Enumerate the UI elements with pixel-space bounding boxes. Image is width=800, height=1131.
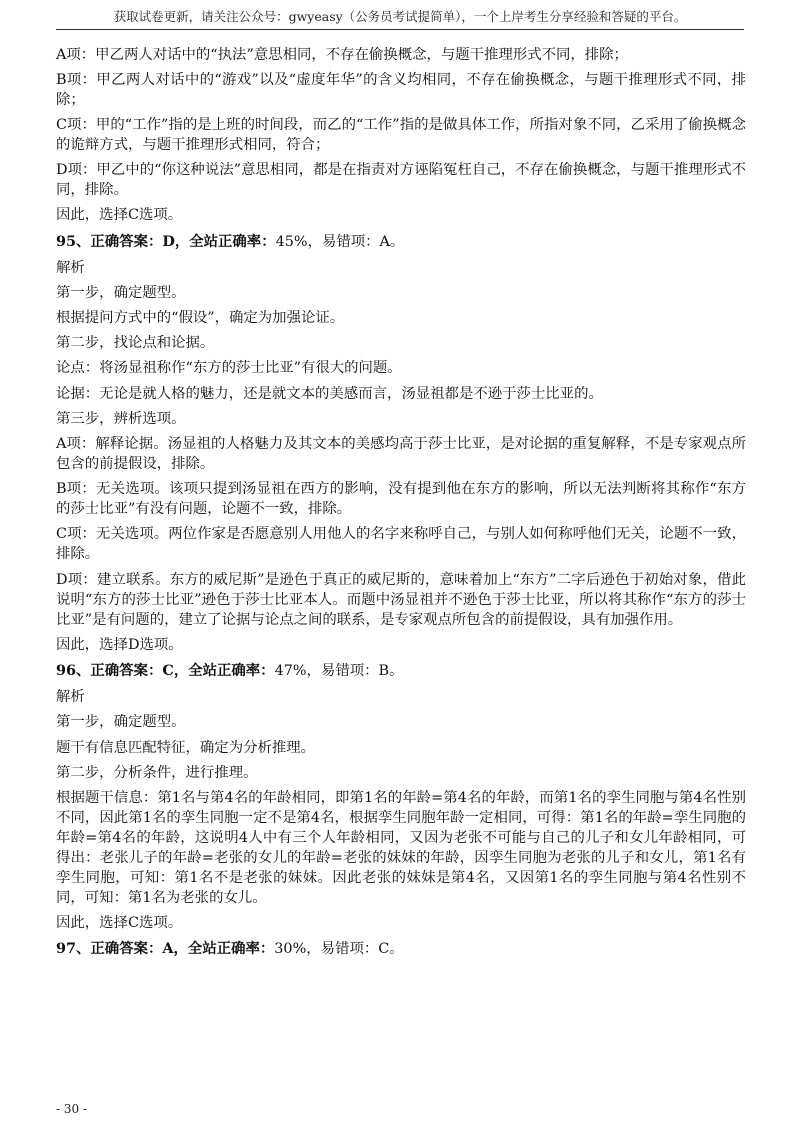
answer-heading-stats: 30%，易错项：C。 [274,941,404,958]
text-paragraph: C项：甲的“工作”指的是上班的时间段，而乙的“工作”指的是做具体工作，所指对象不同，乙采用了偷换概念的诡辩方式，与题干推理形式相同，符合； [56,116,746,153]
text-paragraph: 根据提问方式中的“假设”，确定为加强论证。 [56,310,345,327]
text-paragraph: A项：解释论据。汤显祖的人格魅力及其文本的美感均高于莎士比亚，是对论据的重复解释，不是专家观点所包含的前提假设，排除。 [56,436,746,473]
text-paragraph: C项：无关选项。两位作家是否愿意别人用他人的名字来称呼自己，与别人如何称呼他们无关，论题不一致，排除。 [56,526,746,563]
text-paragraph: 根据题干信息：第1名与第4名的年龄相同，即第1名的年龄=第4名的年龄，而第1名的孪生同胞与第4名性别不同，因此第1名的孪生同胞一定不是第4名，根据孪生同胞年龄一定相同，可得：第1名的年龄=孪生同胞的年龄=第4名的年龄，这说明4人中有三个人年龄相同，又因为老张不可能与自己的儿子和女儿年龄相同，可得出：老张儿子的年龄=老张的女儿的年龄=老张的妹妹的年龄，因孪生同胞为老张的儿子和女儿，第1名有孪生同胞，可知：第1名不是老张的妹妹。因此老张的妹妹是第4名，又因第1名的孪生同胞与第4名性别不同，可知：第1名为老张的女儿。 [56,789,746,906]
text-paragraph: 题干有信息匹配特征，确定为分析推理。 [56,739,316,756]
answer-heading-label: 95、正确答案：D，全站正确率： [56,232,276,250]
page-number: - 30 - [56,1102,88,1116]
text-paragraph: 第二步，分析条件，进行推理。 [56,764,258,781]
header-rule [56,29,744,30]
answer-heading-stats: 45%，易错项：A。 [275,233,405,250]
text-paragraph: 论点：将汤显祖称作“东方的莎士比亚”有很大的问题。 [56,360,402,377]
text-paragraph: 论据：无论是就人格的魅力，还是就文本的美感而言，汤显祖都是不逊于莎士比亚的。 [56,385,603,402]
text-paragraph: D项：建立联系。东方的威尼斯”是逊色于真正的威尼斯的，意味着加上“东方”二字后逊色于初始对象，借此说明“东方的莎士比亚”逊色于莎士比亚本人。而题中汤显祖并不逊色于莎士比亚，所以将其称作“东方的莎士比亚”是有问题的，建立了论据与论点之间的联系，是专家观点所包含的前提假设，具有加强作用。 [56,571,746,628]
text-paragraph: B项：无关选项。该项只提到汤显祖在西方的影响，没有提到他在东方的影响，所以无法判断将其称作“东方的莎士比亚”有没有问题，论题不一致，排除。 [56,481,746,518]
answer-heading [56,657,746,684]
text-paragraph: 第二步，找论点和论据。 [56,335,215,352]
text-paragraph: 因此，选择C选项。 [56,915,183,932]
text-paragraph: 第一步，确定题型。 [56,284,186,301]
answer-heading [56,936,746,963]
text-paragraph: D项：甲乙中的“你这种说法”意思相同，都是在指责对方诬陷冤枉自己，不存在偷换概念，与题干推理形式不同，排除。 [56,162,746,199]
text-paragraph: 第一步，确定题型。 [56,714,186,731]
answer-heading-label: 97、正确答案：A，全站正确率： [56,940,275,958]
document-body [56,42,746,963]
page-header: 获取试卷更新，请关注公众号：gwyeasy（公务员考试提简单），一个上岸考生分享经验和答疑的平台。 [113,9,687,24]
text-paragraph: B项：甲乙两人对话中的“游戏”以及“虚度年华”的含义均相同，不存在偷换概念，与题干推理形式不同，排除； [56,71,746,108]
text-paragraph: 因此，选择C选项。 [56,207,183,224]
answer-heading-stats: 47%，易错项：B。 [274,662,404,679]
text-paragraph: 解析 [56,259,85,276]
answer-heading [56,228,746,255]
text-paragraph: 解析 [56,689,85,706]
text-paragraph: 第三步，辨析选项。 [56,410,186,427]
answer-heading-label: 96、正确答案：C，全站正确率： [56,661,275,679]
text-paragraph: A项：甲乙两人对话中的“执法”意思相同，不存在偷换概念，与题干推理形式不同，排除； [56,46,628,63]
text-paragraph: 因此，选择D选项。 [56,636,183,653]
